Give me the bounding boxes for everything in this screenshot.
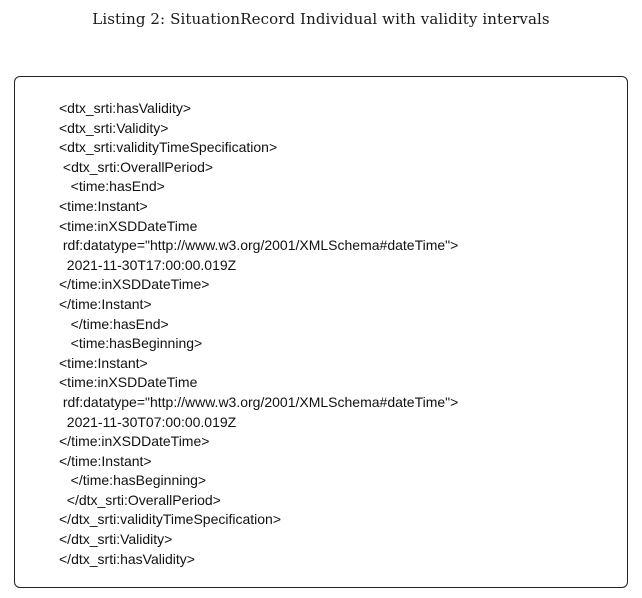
listing-caption: Listing 2: SituationRecord Individual with validity intervals — [92, 10, 550, 28]
code-line: 2021-11-30T17:00:00.019Z — [59, 256, 237, 273]
code-line: <dtx_srti:hasValidity> — [59, 100, 192, 116]
code-line: </time:inXSDDateTime> — [59, 433, 210, 450]
code-line: <time:Instant> — [59, 354, 148, 371]
code-line: </time:Instant> — [59, 295, 152, 312]
code-listing-box — [14, 76, 628, 588]
code-line: <time:inXSDDateTime — [59, 217, 198, 234]
code-line: <dtx_srti:validityTimeSpecification> — [59, 139, 278, 156]
code-line: 2021-11-30T07:00:00.019Z — [59, 413, 237, 430]
code-line: </time:inXSDDateTime> — [59, 276, 210, 293]
code-line: <time:hasBeginning> — [59, 335, 203, 352]
code-line: rdf:datatype="http://www.w3.org/2001/XMLSchema#dateTime"> — [59, 393, 459, 410]
code-line: <dtx_srti:Validity> — [59, 119, 169, 136]
code-listing — [59, 99, 458, 569]
code-line: </dtx_srti:Validity> — [59, 531, 173, 548]
code-line: rdf:datatype="http://www.w3.org/2001/XMLSchema#dateTime"> — [59, 237, 459, 254]
code-line: </time:hasEnd> — [59, 315, 169, 332]
code-line: </dtx_srti:OverallPeriod> — [59, 491, 221, 508]
code-line: <time:inXSDDateTime — [59, 374, 198, 391]
code-line: </time:Instant> — [59, 452, 152, 469]
code-line: </dtx_srti:validityTimeSpecification> — [59, 511, 282, 528]
code-line: </time:hasBeginning> — [59, 472, 207, 489]
code-line: </dtx_srti:hasValidity> — [59, 550, 195, 567]
code-line: <time:Instant> — [59, 197, 148, 214]
code-line: <time:hasEnd> — [59, 178, 165, 195]
code-line: <dtx_srti:OverallPeriod> — [59, 158, 214, 175]
